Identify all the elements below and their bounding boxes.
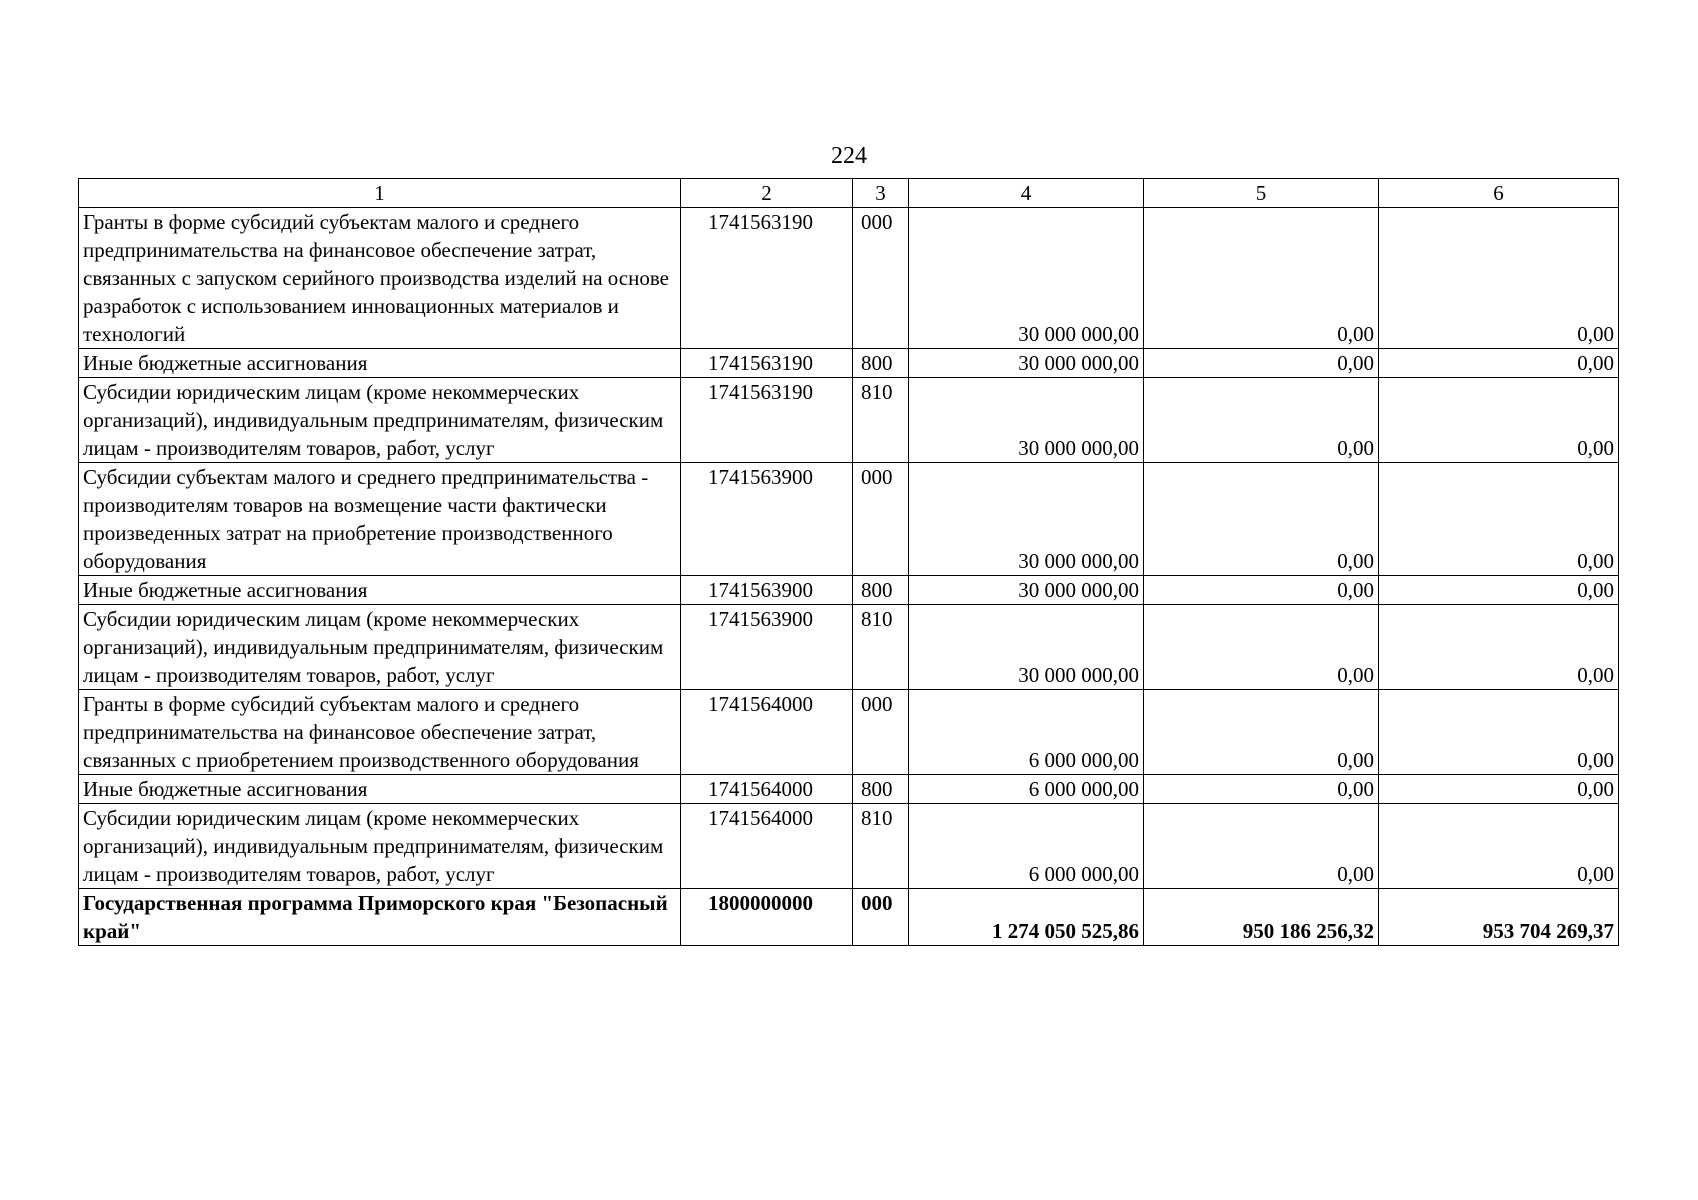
amount-col6: 0,00 xyxy=(1379,576,1619,605)
target-code: 1741563900 xyxy=(681,605,853,690)
amount-col5: 950 186 256,32 xyxy=(1144,889,1379,946)
table-row xyxy=(79,378,1619,463)
table-row xyxy=(79,463,1619,576)
table-body xyxy=(79,208,1619,946)
expense-type: 810 xyxy=(853,378,909,463)
amount-col4: 30 000 000,00 xyxy=(909,576,1144,605)
amount-col6: 0,00 xyxy=(1379,349,1619,378)
item-name: Субсидии юридическим лицам (кроме некоммерческих организаций), индивидуальным предпринимателям, физическим лицам - производителям товаров, работ, услуг xyxy=(79,605,681,690)
amount-col5: 0,00 xyxy=(1144,775,1379,804)
item-name: Гранты в форме субсидий субъектам малого и среднего предпринимательства на финансовое обеспечение затрат, связанных с запуском серийного производства изделий на основе разработок с использованием инновационных материалов и технологий xyxy=(79,208,681,349)
amount-col5: 0,00 xyxy=(1144,463,1379,576)
expense-type: 000 xyxy=(853,463,909,576)
expense-type: 000 xyxy=(853,208,909,349)
column-header: 1 xyxy=(79,179,681,208)
amount-col5: 0,00 xyxy=(1144,576,1379,605)
expense-type: 810 xyxy=(853,605,909,690)
amount-col6: 0,00 xyxy=(1379,804,1619,889)
item-name: Иные бюджетные ассигнования xyxy=(79,775,681,804)
expense-type: 000 xyxy=(853,889,909,946)
amount-col5: 0,00 xyxy=(1144,605,1379,690)
amount-col5: 0,00 xyxy=(1144,208,1379,349)
amount-col6: 0,00 xyxy=(1379,378,1619,463)
amount-col4: 6 000 000,00 xyxy=(909,775,1144,804)
amount-col6: 0,00 xyxy=(1379,690,1619,775)
column-header: 6 xyxy=(1379,179,1619,208)
expense-type: 800 xyxy=(853,349,909,378)
expense-type: 800 xyxy=(853,775,909,804)
budget-table xyxy=(78,178,1619,946)
header-row xyxy=(79,179,1619,208)
item-name: Субсидии субъектам малого и среднего предпринимательства - производителям товаров на возмещение части фактически произведенных затрат на приобретение производственного оборудования xyxy=(79,463,681,576)
item-name: Иные бюджетные ассигнования xyxy=(79,349,681,378)
table-row xyxy=(79,208,1619,349)
expense-type: 810 xyxy=(853,804,909,889)
column-header: 3 xyxy=(853,179,909,208)
table-row xyxy=(79,349,1619,378)
amount-col4: 6 000 000,00 xyxy=(909,804,1144,889)
target-code: 1741563190 xyxy=(681,349,853,378)
amount-col4: 30 000 000,00 xyxy=(909,378,1144,463)
target-code: 1741564000 xyxy=(681,775,853,804)
amount-col5: 0,00 xyxy=(1144,804,1379,889)
amount-col4: 6 000 000,00 xyxy=(909,690,1144,775)
target-code: 1741563900 xyxy=(681,576,853,605)
amount-col6: 0,00 xyxy=(1379,775,1619,804)
table-row xyxy=(79,775,1619,804)
target-code: 1800000000 xyxy=(681,889,853,946)
amount-col4: 30 000 000,00 xyxy=(909,349,1144,378)
expense-type: 000 xyxy=(853,690,909,775)
column-header: 4 xyxy=(909,179,1144,208)
target-code: 1741563190 xyxy=(681,378,853,463)
amount-col4: 30 000 000,00 xyxy=(909,463,1144,576)
page-number: 224 xyxy=(831,143,867,169)
amount-col5: 0,00 xyxy=(1144,378,1379,463)
amount-col6: 0,00 xyxy=(1379,605,1619,690)
amount-col6: 0,00 xyxy=(1379,463,1619,576)
column-header: 2 xyxy=(681,179,853,208)
expense-type: 800 xyxy=(853,576,909,605)
target-code: 1741563900 xyxy=(681,463,853,576)
item-name: Субсидии юридическим лицам (кроме некоммерческих организаций), индивидуальным предпринимателям, физическим лицам - производителям товаров, работ, услуг xyxy=(79,378,681,463)
item-name: Субсидии юридическим лицам (кроме некоммерческих организаций), индивидуальным предпринимателям, физическим лицам - производителям товаров, работ, услуг xyxy=(79,804,681,889)
amount-col5: 0,00 xyxy=(1144,349,1379,378)
item-name: Иные бюджетные ассигнования xyxy=(79,576,681,605)
column-header: 5 xyxy=(1144,179,1379,208)
table-row xyxy=(79,804,1619,889)
amount-col6: 0,00 xyxy=(1379,208,1619,349)
target-code: 1741564000 xyxy=(681,690,853,775)
amount-col4: 1 274 050 525,86 xyxy=(909,889,1144,946)
table-row xyxy=(79,690,1619,775)
amount-col4: 30 000 000,00 xyxy=(909,605,1144,690)
item-name: Государственная программа Приморского края "Безопасный край" xyxy=(79,889,681,946)
table-row xyxy=(79,576,1619,605)
item-name: Гранты в форме субсидий субъектам малого и среднего предпринимательства на финансовое обеспечение затрат, связанных с приобретением производственного оборудования xyxy=(79,690,681,775)
program-total-row xyxy=(79,889,1619,946)
target-code: 1741564000 xyxy=(681,804,853,889)
amount-col6: 953 704 269,37 xyxy=(1379,889,1619,946)
amount-col4: 30 000 000,00 xyxy=(909,208,1144,349)
target-code: 1741563190 xyxy=(681,208,853,349)
table-row xyxy=(79,605,1619,690)
amount-col5: 0,00 xyxy=(1144,690,1379,775)
